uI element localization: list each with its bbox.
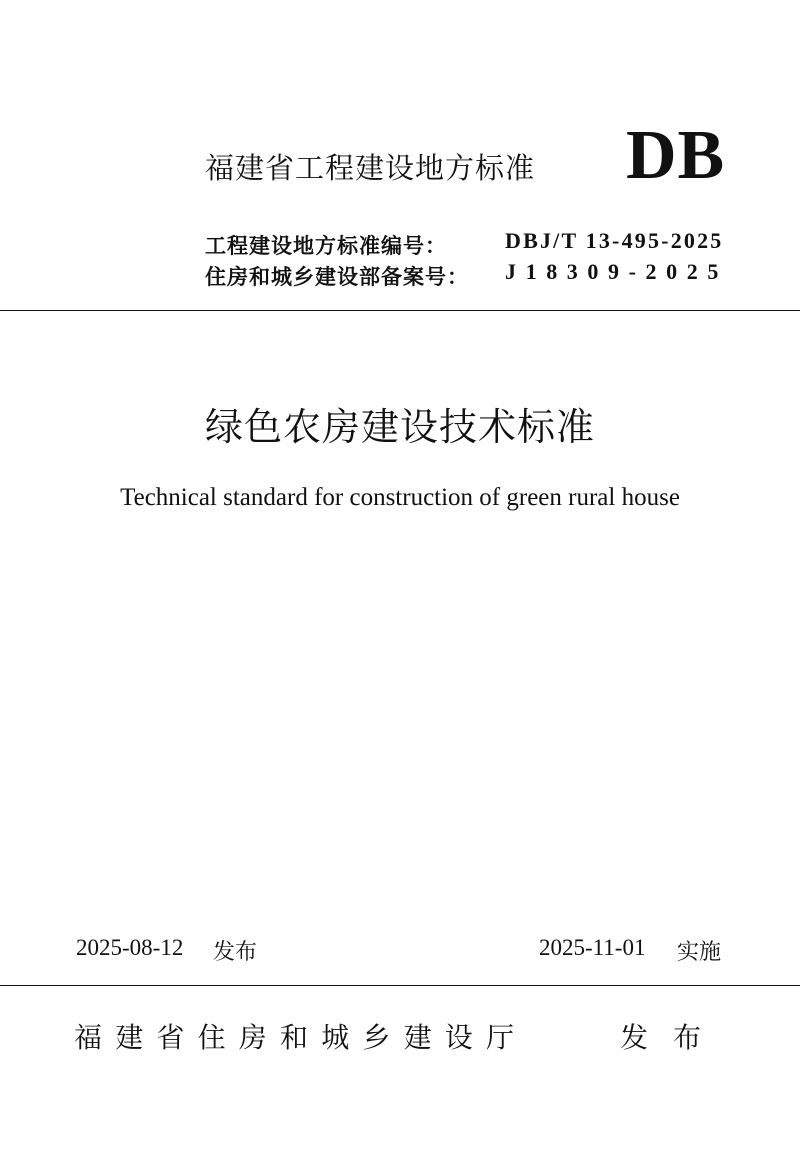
publish-label: 发布 bbox=[620, 1021, 727, 1054]
publisher-name: 福建省住房和城乡建设厅 bbox=[74, 1021, 528, 1054]
standard-number-label: 工程建设地方标准编号： bbox=[205, 234, 447, 258]
db-mark: DB bbox=[626, 117, 726, 194]
document-title-english: Technical standard for construction of green rural house bbox=[120, 484, 680, 511]
document-title-chinese: 绿色农房建设技术标准 bbox=[204, 405, 595, 449]
bottom-divider bbox=[0, 985, 800, 986]
record-number-label: 住房和城乡建设部备案号： bbox=[205, 265, 469, 289]
standard-number: DBJ/T 13-495-2025 bbox=[505, 228, 724, 253]
top-divider bbox=[0, 310, 800, 311]
effective-label: 实施 bbox=[677, 940, 722, 965]
effective-date: 2025-11-01 bbox=[539, 935, 646, 960]
issue-date: 2025-08-12 bbox=[76, 935, 184, 960]
series-title: 福建省工程建设地方标准 bbox=[205, 151, 536, 185]
issue-label: 发布 bbox=[213, 940, 258, 965]
record-number: J18309-2025 bbox=[505, 259, 728, 284]
